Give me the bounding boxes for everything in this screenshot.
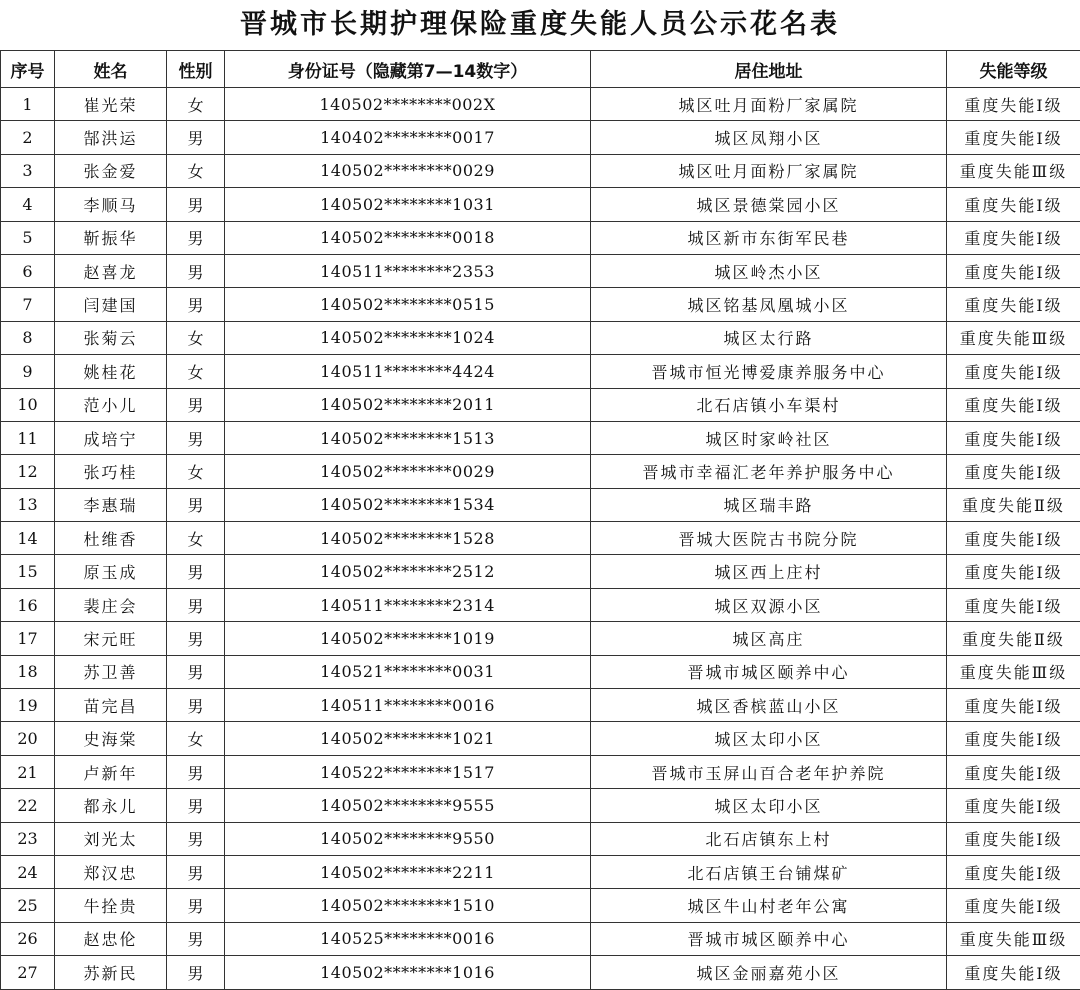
cell-address: 城区金丽嘉苑小区 [591,956,947,989]
cell-id-number: 140511********4424 [225,355,591,388]
cell-gender: 男 [167,188,225,221]
cell-index: 4 [1,188,55,221]
cell-id-number: 140511********0016 [225,689,591,722]
cell-disability-level: 重度失能Ⅰ级 [947,455,1080,488]
cell-address: 晋城市城区颐养中心 [591,655,947,688]
table-row [1,555,1080,588]
cell-address: 晋城市幸福汇老年养护服务中心 [591,455,947,488]
cell-index: 7 [1,288,55,321]
cell-address: 城区太印小区 [591,789,947,822]
cell-index: 24 [1,855,55,888]
cell-index: 21 [1,755,55,788]
col-header-index: 序号 [1,51,55,88]
cell-disability-level: 重度失能Ⅰ级 [947,722,1080,755]
cell-index: 6 [1,254,55,287]
table-row [1,254,1080,287]
cell-index: 14 [1,522,55,555]
cell-gender: 女 [167,722,225,755]
cell-id-number: 140521********0031 [225,655,591,688]
cell-id-number: 140502********1510 [225,889,591,922]
table-row [1,789,1080,822]
cell-index: 26 [1,922,55,955]
cell-disability-level: 重度失能Ⅰ级 [947,789,1080,822]
cell-id-number: 140502********1031 [225,188,591,221]
cell-id-number: 140511********2314 [225,588,591,621]
cell-name: 都永儿 [55,789,167,822]
cell-name: 刘光太 [55,822,167,855]
cell-index: 9 [1,355,55,388]
cell-gender: 男 [167,922,225,955]
cell-name: 李顺马 [55,188,167,221]
cell-address: 城区太行路 [591,321,947,354]
cell-id-number: 140502********2211 [225,855,591,888]
cell-id-number: 140511********2353 [225,254,591,287]
table-row [1,655,1080,688]
cell-name: 赵喜龙 [55,254,167,287]
table-row [1,455,1080,488]
cell-gender: 男 [167,388,225,421]
cell-disability-level: 重度失能Ⅰ级 [947,822,1080,855]
table-row [1,321,1080,354]
table-row [1,522,1080,555]
table-row [1,221,1080,254]
cell-disability-level: 重度失能Ⅰ级 [947,254,1080,287]
cell-address: 城区瑞丰路 [591,488,947,521]
cell-index: 13 [1,488,55,521]
cell-address: 北石店镇小车渠村 [591,388,947,421]
cell-name: 史海棠 [55,722,167,755]
header-row [1,51,1080,88]
table-row [1,188,1080,221]
col-header-address: 居住地址 [591,51,947,88]
table-row [1,855,1080,888]
cell-index: 23 [1,822,55,855]
cell-address: 城区时家岭社区 [591,421,947,454]
cell-index: 25 [1,889,55,922]
cell-disability-level: 重度失能Ⅲ级 [947,922,1080,955]
cell-disability-level: 重度失能Ⅱ级 [947,488,1080,521]
cell-disability-level: 重度失能Ⅲ级 [947,655,1080,688]
col-header-name: 姓名 [55,51,167,88]
cell-address: 晋城大医院古书院分院 [591,522,947,555]
cell-gender: 男 [167,288,225,321]
cell-name: 卢新年 [55,755,167,788]
cell-name: 宋元旺 [55,622,167,655]
cell-name: 原玉成 [55,555,167,588]
table-row [1,588,1080,621]
cell-disability-level: 重度失能Ⅲ级 [947,154,1080,187]
cell-address: 城区香槟蓝山小区 [591,689,947,722]
cell-disability-level: 重度失能Ⅰ级 [947,388,1080,421]
cell-id-number: 140502********9550 [225,822,591,855]
cell-id-number: 140502********1528 [225,522,591,555]
cell-id-number: 140502********0018 [225,221,591,254]
cell-disability-level: 重度失能Ⅰ级 [947,121,1080,154]
table-row [1,421,1080,454]
table-row [1,889,1080,922]
cell-index: 17 [1,622,55,655]
cell-name: 苗完昌 [55,689,167,722]
col-header-id-number: 身份证号（隐藏第7—14数字） [225,51,591,88]
cell-name: 靳振华 [55,221,167,254]
cell-address: 北石店镇东上村 [591,822,947,855]
cell-gender: 女 [167,88,225,121]
table-row [1,288,1080,321]
cell-gender: 男 [167,755,225,788]
cell-id-number: 140502********1534 [225,488,591,521]
cell-name: 苏新民 [55,956,167,989]
table-row [1,388,1080,421]
cell-name: 张金爱 [55,154,167,187]
cell-gender: 男 [167,655,225,688]
table-row [1,722,1080,755]
cell-disability-level: 重度失能Ⅲ级 [947,321,1080,354]
document-title: 晋城市长期护理保险重度失能人员公示花名表 [0,0,1080,50]
cell-index: 12 [1,455,55,488]
cell-address: 城区西上庄村 [591,555,947,588]
cell-gender: 男 [167,421,225,454]
cell-index: 27 [1,956,55,989]
cell-disability-level: 重度失能Ⅰ级 [947,522,1080,555]
cell-address: 城区吐月面粉厂家属院 [591,88,947,121]
cell-address: 城区新市东街军民巷 [591,221,947,254]
cell-index: 10 [1,388,55,421]
cell-index: 18 [1,655,55,688]
col-header-gender: 性别 [167,51,225,88]
cell-id-number: 140525********0016 [225,922,591,955]
cell-id-number: 140502********1016 [225,956,591,989]
cell-id-number: 140502********0029 [225,154,591,187]
cell-gender: 男 [167,956,225,989]
cell-address: 城区景德棠园小区 [591,188,947,221]
cell-address: 城区凤翔小区 [591,121,947,154]
cell-name: 郑汉忠 [55,855,167,888]
cell-index: 2 [1,121,55,154]
cell-name: 范小儿 [55,388,167,421]
cell-name: 赵忠伦 [55,922,167,955]
cell-id-number: 140502********1021 [225,722,591,755]
table-row [1,822,1080,855]
cell-disability-level: 重度失能Ⅰ级 [947,755,1080,788]
cell-id-number: 140402********0017 [225,121,591,154]
cell-gender: 男 [167,689,225,722]
cell-name: 牛拴贵 [55,889,167,922]
cell-gender: 男 [167,221,225,254]
cell-gender: 男 [167,622,225,655]
cell-name: 成培宁 [55,421,167,454]
cell-id-number: 140502********2011 [225,388,591,421]
cell-address: 城区岭杰小区 [591,254,947,287]
cell-gender: 男 [167,822,225,855]
cell-gender: 男 [167,488,225,521]
cell-index: 1 [1,88,55,121]
cell-name: 姚桂花 [55,355,167,388]
cell-address: 城区高庄 [591,622,947,655]
cell-name: 郜洪运 [55,121,167,154]
table-row [1,121,1080,154]
cell-name: 李惠瑞 [55,488,167,521]
cell-address: 晋城市恒光博爱康养服务中心 [591,355,947,388]
cell-index: 15 [1,555,55,588]
cell-gender: 女 [167,355,225,388]
cell-address: 城区双源小区 [591,588,947,621]
table-row [1,88,1080,121]
cell-id-number: 140502********002X [225,88,591,121]
cell-disability-level: 重度失能Ⅰ级 [947,555,1080,588]
cell-gender: 男 [167,789,225,822]
cell-name: 崔光荣 [55,88,167,121]
cell-disability-level: 重度失能Ⅰ级 [947,288,1080,321]
cell-address: 城区牛山村老年公寓 [591,889,947,922]
table-row [1,956,1080,989]
table-row [1,922,1080,955]
cell-index: 8 [1,321,55,354]
table-row [1,488,1080,521]
cell-gender: 男 [167,855,225,888]
cell-index: 11 [1,421,55,454]
cell-index: 19 [1,689,55,722]
cell-index: 3 [1,154,55,187]
cell-gender: 男 [167,254,225,287]
cell-id-number: 140502********1019 [225,622,591,655]
cell-gender: 女 [167,522,225,555]
cell-address: 晋城市玉屏山百合老年护养院 [591,755,947,788]
cell-address: 城区铭基凤凰城小区 [591,288,947,321]
cell-address: 晋城市城区颐养中心 [591,922,947,955]
cell-gender: 男 [167,588,225,621]
cell-disability-level: 重度失能Ⅰ级 [947,221,1080,254]
cell-disability-level: 重度失能Ⅰ级 [947,855,1080,888]
cell-gender: 女 [167,154,225,187]
table-row [1,355,1080,388]
cell-address: 城区吐月面粉厂家属院 [591,154,947,187]
cell-id-number: 140502********9555 [225,789,591,822]
cell-index: 5 [1,221,55,254]
cell-gender: 男 [167,555,225,588]
roster-table [0,50,1080,990]
cell-name: 闫建国 [55,288,167,321]
cell-disability-level: 重度失能Ⅱ级 [947,622,1080,655]
cell-index: 22 [1,789,55,822]
cell-gender: 男 [167,121,225,154]
cell-gender: 女 [167,455,225,488]
cell-disability-level: 重度失能Ⅰ级 [947,689,1080,722]
cell-id-number: 140502********0029 [225,455,591,488]
cell-address: 北石店镇王台铺煤矿 [591,855,947,888]
cell-disability-level: 重度失能Ⅰ级 [947,421,1080,454]
cell-id-number: 140522********1517 [225,755,591,788]
cell-disability-level: 重度失能Ⅰ级 [947,956,1080,989]
cell-address: 城区太印小区 [591,722,947,755]
cell-index: 20 [1,722,55,755]
cell-name: 裴庄会 [55,588,167,621]
col-header-disability-level: 失能等级 [947,51,1080,88]
cell-gender: 女 [167,321,225,354]
table-row [1,622,1080,655]
cell-disability-level: 重度失能Ⅰ级 [947,889,1080,922]
cell-index: 16 [1,588,55,621]
table-row [1,755,1080,788]
cell-id-number: 140502********1024 [225,321,591,354]
cell-name: 苏卫善 [55,655,167,688]
cell-name: 张巧桂 [55,455,167,488]
roster-body [1,88,1080,990]
cell-id-number: 140502********2512 [225,555,591,588]
table-row [1,689,1080,722]
cell-disability-level: 重度失能Ⅰ级 [947,188,1080,221]
cell-disability-level: 重度失能Ⅰ级 [947,355,1080,388]
cell-disability-level: 重度失能Ⅰ级 [947,588,1080,621]
cell-id-number: 140502********1513 [225,421,591,454]
cell-gender: 男 [167,889,225,922]
cell-disability-level: 重度失能Ⅰ级 [947,88,1080,121]
table-row [1,154,1080,187]
cell-id-number: 140502********0515 [225,288,591,321]
cell-name: 张菊云 [55,321,167,354]
cell-name: 杜维香 [55,522,167,555]
